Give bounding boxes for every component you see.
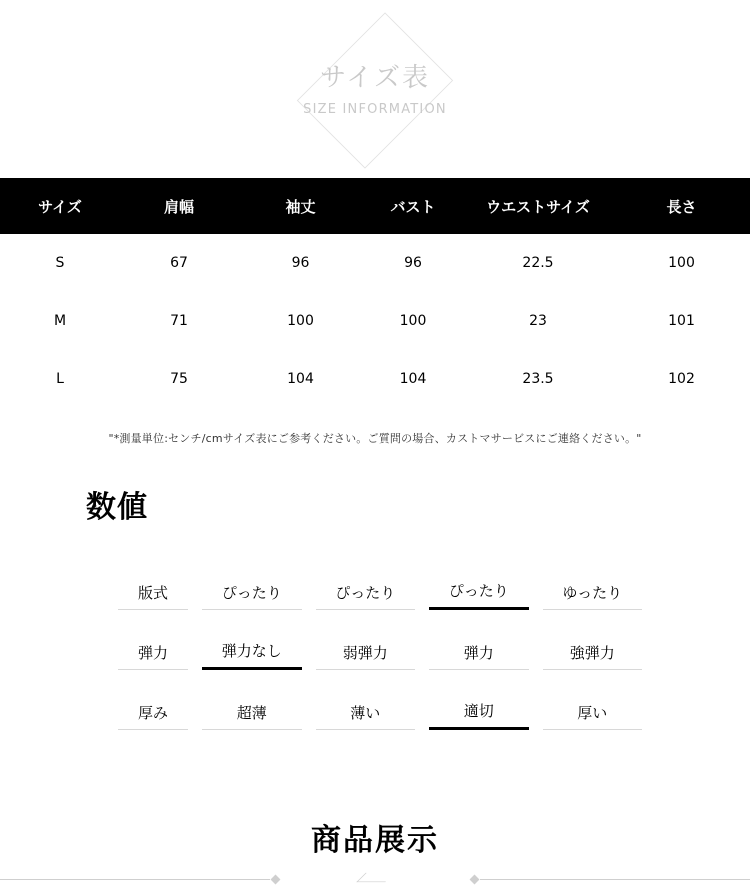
- cell-shoulder: 75: [170, 371, 188, 387]
- page-title-jp: サイズ表: [320, 63, 430, 93]
- cell-length: 101: [668, 313, 695, 329]
- cell-shoulder: 67: [170, 255, 188, 271]
- column-header-sleeve: 袖丈: [238, 178, 363, 234]
- scale-option-thickness-1[interactable]: 薄い: [316, 702, 416, 730]
- scale-option-fit-0[interactable]: ぴったり: [202, 582, 302, 610]
- cell-bust: 104: [399, 371, 427, 387]
- table-row: [0, 234, 750, 292]
- table-header-row: [0, 178, 750, 234]
- cell-waist: 23.5: [522, 371, 554, 387]
- table-row: [0, 292, 750, 350]
- scale-option-fit-1[interactable]: ぴったり: [316, 582, 416, 610]
- column-header-waist: ウエストサイズ: [463, 178, 613, 234]
- size-table: [0, 178, 750, 408]
- scale-option-elasticity-3[interactable]: 強弾力: [543, 642, 643, 670]
- page-header: [0, 0, 750, 178]
- section-heading-numbers: 数値: [86, 490, 148, 525]
- column-header-shoulder: 肩幅: [120, 178, 238, 234]
- column-header-size: サイズ: [0, 178, 120, 234]
- page-title-en: SIZE INFORMATION: [303, 102, 447, 117]
- cell-length: 100: [668, 255, 695, 271]
- divider-line-right: [480, 879, 750, 880]
- cell-sleeve: 104: [287, 371, 314, 387]
- cell-bust: 100: [399, 313, 427, 329]
- divider-ornament: [0, 870, 750, 896]
- page-title: [0, 62, 750, 122]
- table-row: [0, 350, 750, 408]
- column-header-bust: バスト: [363, 178, 463, 234]
- scale-row-fit: [0, 550, 750, 610]
- scale-option-elasticity-2[interactable]: 弾力: [429, 642, 529, 670]
- measurement-scales: [0, 550, 750, 730]
- scale-option-elasticity-0[interactable]: 弾力なし: [202, 640, 302, 670]
- scale-option-thickness-2[interactable]: 適切: [429, 700, 529, 730]
- scale-option-thickness-3[interactable]: 厚い: [543, 702, 643, 730]
- cell-sleeve: 96: [291, 255, 310, 271]
- divider-dot-left-icon: [271, 875, 281, 885]
- product-display-title: 商品展示: [311, 823, 439, 858]
- chevron-down-icon: [356, 873, 394, 882]
- scale-row-thickness: [0, 670, 750, 730]
- scale-option-thickness-0[interactable]: 超薄: [202, 702, 302, 730]
- cell-shoulder: 71: [170, 313, 188, 329]
- cell-bust: 96: [404, 255, 422, 271]
- cell-waist: 23: [529, 313, 547, 329]
- scale-label-elasticity: 弾力: [118, 642, 188, 670]
- scale-row-elasticity: [0, 610, 750, 670]
- scale-option-fit-2[interactable]: ぴったり: [429, 580, 529, 610]
- divider-line-left: [0, 879, 270, 880]
- scale-label-thickness: 厚み: [118, 702, 188, 730]
- cell-size: L: [56, 371, 64, 387]
- cell-length: 102: [668, 371, 695, 387]
- cell-size: S: [55, 255, 65, 271]
- scale-option-fit-3[interactable]: ゆったり: [543, 582, 643, 610]
- cell-waist: 22.5: [522, 255, 554, 271]
- scale-option-elasticity-1[interactable]: 弱弾力: [316, 642, 416, 670]
- product-display-banner: [0, 818, 750, 896]
- scale-label-fit: 版式: [118, 582, 188, 610]
- cell-sleeve: 100: [287, 313, 314, 329]
- divider-dot-right-icon: [470, 875, 480, 885]
- measurement-note: "*測量単位:センチ/cmサイズ表にご参考ください。ご質問の場合、カストマサービスにご連絡ください。": [108, 432, 642, 445]
- cell-size: M: [53, 313, 67, 329]
- column-header-length: 長さ: [613, 178, 750, 234]
